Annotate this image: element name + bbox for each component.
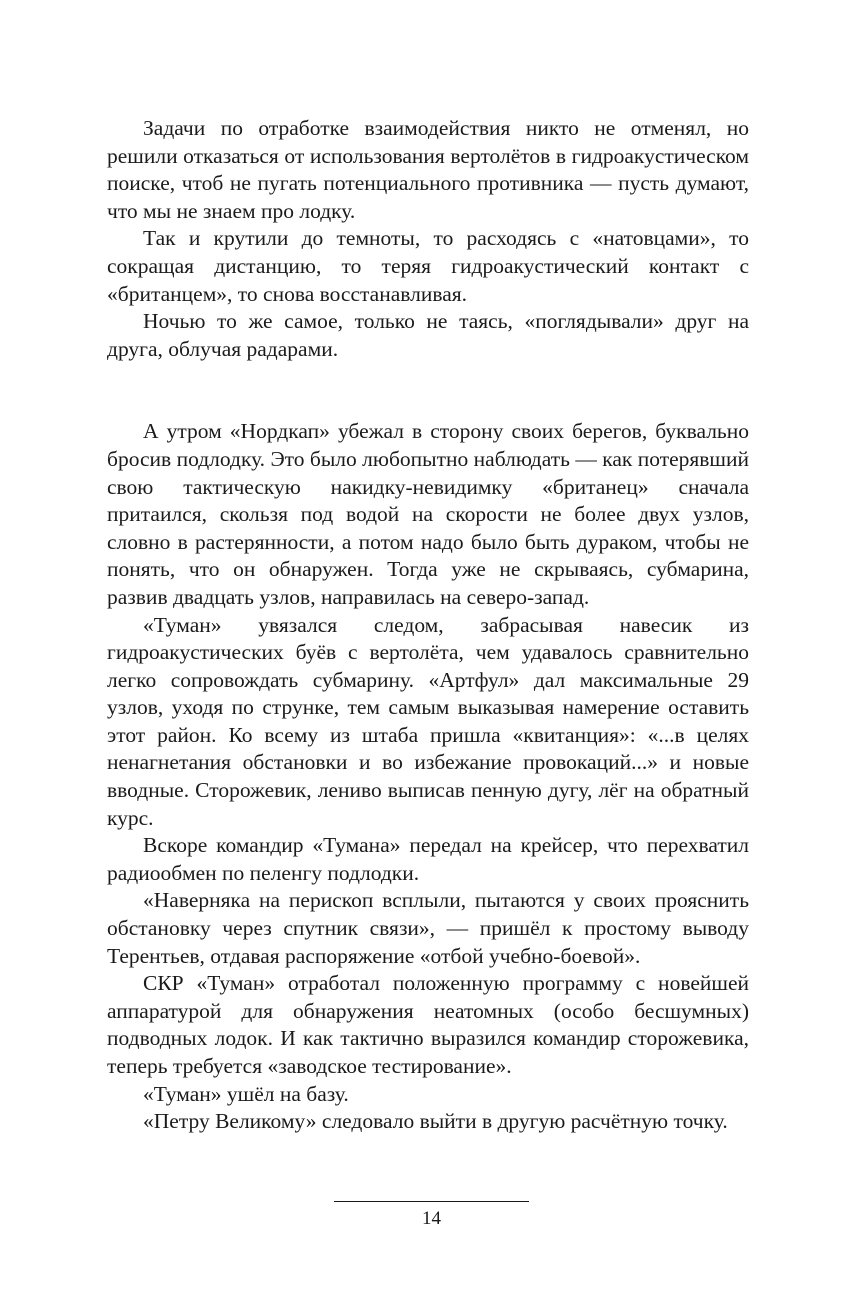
- paragraph: Задачи по отработке взаимодействия никто не отменял, но решили отказаться от использования вертолётов в гидроакустическом поиске, чтоб не пугать потенциального противника — пусть думают, что мы не знаем про лодку.: [107, 116, 749, 223]
- section-break: [107, 363, 749, 418]
- page-body: [107, 115, 749, 1136]
- paragraph: Ночью то же самое, только не таясь, «поглядывали» друг на друга, облучая радарами.: [107, 309, 749, 361]
- paragraph: «Наверняка на перископ всплыли, пытаются у своих прояснить обстановку через спутник связи», — пришёл к простому выводу Терентьев, отдавая распоряжение «отбой учебно-боевой».: [107, 888, 749, 968]
- paragraph: «Туман» ушёл на базу.: [143, 1081, 349, 1106]
- paragraph: А утром «Нордкап» убежал в сторону своих берегов, буквально бросив подлодку. Это было любопытно наблюдать — как потерявший свою тактическую накидку-невидимку «британец» сначала притаился, скользя под водой на скорости не более двух узлов, словно в растерянности, а потом надо было быть дураком, чтобы не понять, что он обнаружен. Тогда уже не скрываясь, субмарина, развив двадцать узлов, направилась на северо-запад.: [107, 419, 749, 609]
- paragraph: «Туман» увязался следом, забрасывая навесик из гидроакустических буёв с вертолёта, чем удавалось сравнительно легко сопровождать субмарину. «Артфул» дал максимальные 29 узлов, уходя по струнке, тем самым выказывая намерение оставить этот район. Ко всему из штаба пришла «квитанция»: «...в целях ненагнетания обстановки и во избежание провокаций...» и новые вводные. Сторожевик, лениво выписав пенную дугу, лёг на обратный курс.: [107, 612, 749, 830]
- paragraph: «Петру Великому» следовало выйти в другую расчётную точку.: [143, 1109, 728, 1134]
- paragraph: СКР «Туман» отработал положенную программу с новейшей аппаратурой для обнаружения неатомных (особо бесшумных) подводных лодок. И как тактично выразился командир сторожевика, теперь требуется «заводское тестирование».: [107, 971, 749, 1078]
- paragraph: Так и крутили до темноты, то расходясь с «натовцами», то сокращая дистанцию, то теряя гидроакустический контакт с «британцем», то снова восстанавливая.: [107, 226, 749, 306]
- paragraph: Вскоре командир «Тумана» передал на крейсер, что перехватил радиообмен по пеленгу подлодки.: [107, 833, 749, 885]
- page-number: 14: [422, 1208, 441, 1229]
- footer-divider: [334, 1201, 529, 1202]
